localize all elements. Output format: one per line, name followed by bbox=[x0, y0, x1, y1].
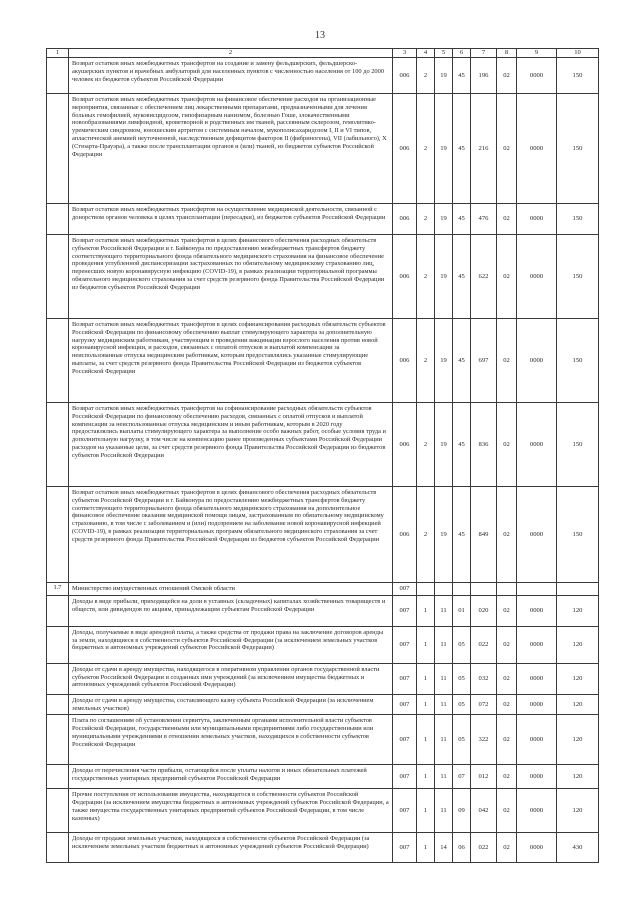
economic-code-cell: 150 bbox=[557, 235, 599, 319]
economic-code-cell: 150 bbox=[557, 94, 599, 204]
article-code-cell: 45 bbox=[453, 235, 471, 319]
revenue-description-cell: Возврат остатков иных межбюджетных трансфертов на финансовое обеспечение расходов на организационные мероприятия, связанные с обеспечением лиц лекарственными препаратами, предназначенными для лечения больных гемофилией, муковисцидозом, гипофизарным нанизмом, болезнью Гоше, злокачественными новообразованиями лимфоидной, кроветворной и родственных им тканей, рассеянным склерозом, гемолитико-уремическим синдромом, юношеским артритом с системным началом, мукополисахаридозом I, II и VI типов, апластической анемией неуточненной, наследственным дефицитом факторов II (фибриногена), VII (лабильного), X (Стюарта-Прауэра), а также после трансплантации органов и (или) тканей, из бюджетов субъектов Российской Федерации bbox=[69, 94, 393, 204]
section-number-cell bbox=[47, 595, 69, 626]
element-code-cell: 02 bbox=[497, 204, 517, 235]
subarticle-code-cell: 697 bbox=[471, 319, 497, 403]
subarticle-code-cell: 476 bbox=[471, 204, 497, 235]
admin-code-cell: 007 bbox=[393, 694, 417, 715]
article-code-cell: 05 bbox=[453, 715, 471, 765]
table-row bbox=[47, 403, 599, 487]
element-code-cell: 02 bbox=[497, 94, 517, 204]
article-code-cell: 01 bbox=[453, 595, 471, 626]
section-number-cell bbox=[47, 694, 69, 715]
group-code-cell: 1 bbox=[417, 663, 435, 694]
subgroup-code-cell: 11 bbox=[435, 694, 453, 715]
subgroup-code-cell: 11 bbox=[435, 626, 453, 663]
admin-code-cell: 007 bbox=[393, 715, 417, 765]
article-code-cell: 05 bbox=[453, 663, 471, 694]
section-number-cell bbox=[47, 833, 69, 863]
revenue-description-cell: Доходы в виде прибыли, приходящейся на доли в уставных (складочных) капиталах хозяйственных товариществ и обществ, или дивидендов по акциям, принадлежащим субъектам Российской Федерации bbox=[69, 595, 393, 626]
subgroup-code-cell: 11 bbox=[435, 715, 453, 765]
element-code-cell: 02 bbox=[497, 487, 517, 583]
element-code-cell: 02 bbox=[497, 694, 517, 715]
header-cell: 3 bbox=[393, 49, 417, 58]
economic-code-cell: 120 bbox=[557, 715, 599, 765]
program-code-cell: 0000 bbox=[517, 204, 557, 235]
table-row bbox=[47, 58, 599, 94]
admin-code-cell: 006 bbox=[393, 58, 417, 94]
subgroup-code-cell: 19 bbox=[435, 403, 453, 487]
subgroup-code-cell: 11 bbox=[435, 765, 453, 789]
header-cell: 10 bbox=[557, 49, 599, 58]
subarticle-code-cell: 022 bbox=[471, 833, 497, 863]
element-code-cell: 02 bbox=[497, 833, 517, 863]
admin-code-cell: 006 bbox=[393, 235, 417, 319]
group-code-cell: 1 bbox=[417, 765, 435, 789]
program-code-cell: 0000 bbox=[517, 715, 557, 765]
group-code-cell: 2 bbox=[417, 58, 435, 94]
revenue-description-cell: Возврат остатков иных межбюджетных трансфертов на создание и замену фельдшерских, фельдшерско-акушерских пунктов и врачебных амбулаторий для населенных пунктов с численностью населения от 100 до 2000 человек из бюджетов субъектов Российской Федерации bbox=[69, 58, 393, 94]
article-code-cell: 45 bbox=[453, 319, 471, 403]
subarticle-code-cell: 216 bbox=[471, 94, 497, 204]
article-code-cell: 06 bbox=[453, 833, 471, 863]
program-code-cell bbox=[517, 583, 557, 596]
revenue-description-cell: Возврат остатков иных межбюджетных трансфертов на софинансирование расходных обязательств субъектов Российской Федерации по финансовому обеспечению расходов, связанных с оплатой отпусков и выплатой компенсации за неиспользованные отпуска медицинским и иным работникам, которым в 2020 году предоставлялись выплаты стимулирующего характера за выполнение особо важных работ, особые условия труда и дополнительную нагрузку, в том числе на компенсацию ранее произведенных субъектами Российской Федерации расходов на указанные цели, за счет средств резервного фонда Правительства Российской Федерации из бюджетов субъектов Российской Федерации bbox=[69, 403, 393, 487]
economic-code-cell: 120 bbox=[557, 595, 599, 626]
economic-code-cell: 150 bbox=[557, 204, 599, 235]
economic-code-cell: 430 bbox=[557, 833, 599, 863]
table-row bbox=[47, 595, 599, 626]
economic-code-cell: 150 bbox=[557, 487, 599, 583]
subarticle-code-cell: 022 bbox=[471, 626, 497, 663]
revenue-description-cell: Плата по соглашениям об установлении сервитута, заключенным органами исполнительной власти субъектов Российской Федерации, государственными или муниципальными предприятиями либо государственными или муниципальными учреждениями в отношении земельных участков, находящихся в собственности субъектов Российской Федерации bbox=[69, 715, 393, 765]
program-code-cell: 0000 bbox=[517, 833, 557, 863]
article-code-cell: 05 bbox=[453, 694, 471, 715]
group-code-cell: 2 bbox=[417, 403, 435, 487]
subgroup-code-cell: 11 bbox=[435, 789, 453, 833]
article-code-cell: 07 bbox=[453, 765, 471, 789]
revenue-description-cell: Возврат остатков иных межбюджетных трансфертов в целях финансового обеспечения расходных обязательств субъектов Российской Федерации и г. Байконура по предоставлению межбюджетных трансфертов бюджету соответствующего территориального фонда обязательного медицинского страхования на дополнительное финансовое обеспечение оказания медицинской помощи лицам, застрахованным по обязательному медицинскому страхованию, в том числе с заболеванием и (или) подозрением на заболевание новой коронавирусной инфекцией (COVID-19), в рамках реализации территориальных программ обязательного медицинского страхования за счет средств резервного фонда Правительства Российской Федерации из бюджетов субъектов Российской Федерации bbox=[69, 487, 393, 583]
table-row bbox=[47, 626, 599, 663]
subgroup-code-cell: 11 bbox=[435, 595, 453, 626]
group-code-cell: 2 bbox=[417, 204, 435, 235]
program-code-cell: 0000 bbox=[517, 694, 557, 715]
page-number: 13 bbox=[315, 30, 325, 41]
program-code-cell: 0000 bbox=[517, 58, 557, 94]
economic-code-cell: 120 bbox=[557, 663, 599, 694]
subarticle-code-cell: 622 bbox=[471, 235, 497, 319]
group-code-cell: 2 bbox=[417, 94, 435, 204]
economic-code-cell: 120 bbox=[557, 765, 599, 789]
table-row bbox=[47, 765, 599, 789]
group-code-cell: 2 bbox=[417, 319, 435, 403]
article-code-cell: 45 bbox=[453, 94, 471, 204]
subarticle-code-cell: 020 bbox=[471, 595, 497, 626]
table-row bbox=[47, 715, 599, 765]
column-number-header-row bbox=[47, 49, 599, 58]
subgroup-code-cell: 19 bbox=[435, 94, 453, 204]
economic-code-cell: 150 bbox=[557, 403, 599, 487]
subgroup-code-cell: 19 bbox=[435, 204, 453, 235]
revenue-description-cell: Возврат остатков иных межбюджетных трансфертов на осуществление медицинской деятельности, связанной с донорством органов человека в целях трансплантации (пересадки), из бюджетов субъектов Российской Федерации bbox=[69, 204, 393, 235]
admin-code-cell: 007 bbox=[393, 833, 417, 863]
subarticle-code-cell: 196 bbox=[471, 58, 497, 94]
section-number-cell bbox=[47, 204, 69, 235]
element-code-cell: 02 bbox=[497, 789, 517, 833]
element-code-cell: 02 bbox=[497, 403, 517, 487]
subgroup-code-cell bbox=[435, 583, 453, 596]
revenue-description-cell: Министерство имущественных отношений Омской области bbox=[69, 583, 393, 596]
subarticle-code-cell: 072 bbox=[471, 694, 497, 715]
element-code-cell: 02 bbox=[497, 715, 517, 765]
table-row bbox=[47, 789, 599, 833]
program-code-cell: 0000 bbox=[517, 403, 557, 487]
section-number-cell bbox=[47, 789, 69, 833]
article-code-cell: 45 bbox=[453, 204, 471, 235]
group-code-cell: 1 bbox=[417, 694, 435, 715]
economic-code-cell: 120 bbox=[557, 626, 599, 663]
admin-code-cell: 007 bbox=[393, 583, 417, 596]
group-code-cell: 1 bbox=[417, 789, 435, 833]
subgroup-code-cell: 11 bbox=[435, 663, 453, 694]
revenue-description-cell: Возврат остатков иных межбюджетных трансфертов в целях софинансирования расходных обязательств субъектов Российской Федерации по финансовому обеспечению выплат стимулирующего характера за дополнительную нагрузку медицинским работникам, участвующим в проведении вакцинации взрослого населения против новой коронавирусной инфекции, и расходов, связанных с оплатой отпусков и выплатой компенсации за неиспользованные отпуска медицинским работникам, которым предоставлялись указанные стимулирующие выплаты, за счет средств резервного фонда Правительства Российской Федерации из бюджетов субъектов Российской Федерации bbox=[69, 319, 393, 403]
section-number-cell bbox=[47, 319, 69, 403]
group-code-cell: 2 bbox=[417, 235, 435, 319]
group-code-cell: 2 bbox=[417, 487, 435, 583]
subarticle-code-cell bbox=[471, 583, 497, 596]
group-code-cell bbox=[417, 583, 435, 596]
table-row bbox=[47, 833, 599, 863]
program-code-cell: 0000 bbox=[517, 595, 557, 626]
revenue-description-cell: Возврат остатков иных межбюджетных трансфертов в целях финансового обеспечения расходных обязательств субъектов Российской Федерации и г. Байконура по предоставлению межбюджетных трансфертов бюджету соответствующего территориального фонда обязательного медицинского страхования на финансовое обеспечение проведения углубленной диспансеризации застрахованных по обязательному медицинскому страхованию лиц, перенесших новую коронавирусную инфекцию (COVID-19), в рамках реализации территориальной программы обязательного медицинского страхования за счет средств резервного фонда Правительства Российской Федерации из бюджетов субъектов Российской Федерации bbox=[69, 235, 393, 319]
subarticle-code-cell: 836 bbox=[471, 403, 497, 487]
revenue-description-cell: Доходы от сдачи в аренду имущества, находящегося в оперативном управлении органов государственной власти субъектов Российской Федерации и созданных ими учреждений (за исключением имущества бюджетных и автономных учреждений субъектов Российской Федерации) bbox=[69, 663, 393, 694]
program-code-cell: 0000 bbox=[517, 626, 557, 663]
admin-code-cell: 006 bbox=[393, 319, 417, 403]
subgroup-code-cell: 19 bbox=[435, 235, 453, 319]
subarticle-code-cell: 032 bbox=[471, 663, 497, 694]
element-code-cell: 02 bbox=[497, 235, 517, 319]
admin-code-cell: 007 bbox=[393, 663, 417, 694]
revenue-description-cell: Прочие поступления от использования имущества, находящегося в собственности субъектов Российской Федерации (за исключением имущества бюджетных и автономных учреждений субъектов Российской Федерации, а также имущества государственных унитарных предприятий субъектов Российской Федерации, в том числе казенных) bbox=[69, 789, 393, 833]
section-number-cell: 1.7 bbox=[47, 583, 69, 596]
subgroup-code-cell: 14 bbox=[435, 833, 453, 863]
economic-code-cell: 120 bbox=[557, 694, 599, 715]
table-row bbox=[47, 694, 599, 715]
article-code-cell: 09 bbox=[453, 789, 471, 833]
table-row bbox=[47, 204, 599, 235]
article-code-cell: 45 bbox=[453, 487, 471, 583]
admin-code-cell: 007 bbox=[393, 789, 417, 833]
group-code-cell: 1 bbox=[417, 626, 435, 663]
section-number-cell bbox=[47, 715, 69, 765]
subarticle-code-cell: 849 bbox=[471, 487, 497, 583]
subarticle-code-cell: 012 bbox=[471, 765, 497, 789]
subarticle-code-cell: 042 bbox=[471, 789, 497, 833]
section-number-cell bbox=[47, 235, 69, 319]
revenue-description-cell: Доходы, получаемые в виде арендной платы, а также средства от продажи права на заключение договоров аренды за земли, находящиеся в собственности субъектов Российской Федерации (за исключением земельных участков бюджетных и автономных учреждений субъектов Российской Федерации) bbox=[69, 626, 393, 663]
article-code-cell bbox=[453, 583, 471, 596]
admin-code-cell: 007 bbox=[393, 595, 417, 626]
header-cell: 6 bbox=[453, 49, 471, 58]
header-cell: 8 bbox=[497, 49, 517, 58]
section-number-cell bbox=[47, 663, 69, 694]
subarticle-code-cell: 322 bbox=[471, 715, 497, 765]
element-code-cell: 02 bbox=[497, 58, 517, 94]
section-number-cell bbox=[47, 58, 69, 94]
article-code-cell: 05 bbox=[453, 626, 471, 663]
revenue-description-cell: Доходы от продажи земельных участков, находящихся в собственности субъектов Российской Федерации (за исключением земельных участков бюджетных и автономных учреждений субъектов Российской Федерации) bbox=[69, 833, 393, 863]
program-code-cell: 0000 bbox=[517, 663, 557, 694]
admin-code-cell: 007 bbox=[393, 765, 417, 789]
economic-code-cell: 120 bbox=[557, 789, 599, 833]
program-code-cell: 0000 bbox=[517, 789, 557, 833]
program-code-cell: 0000 bbox=[517, 319, 557, 403]
economic-code-cell: 150 bbox=[557, 319, 599, 403]
article-code-cell: 45 bbox=[453, 403, 471, 487]
group-code-cell: 1 bbox=[417, 833, 435, 863]
header-cell: 2 bbox=[69, 49, 393, 58]
section-number-cell bbox=[47, 487, 69, 583]
subgroup-code-cell: 19 bbox=[435, 487, 453, 583]
admin-code-cell: 006 bbox=[393, 204, 417, 235]
admin-code-cell: 007 bbox=[393, 626, 417, 663]
header-cell: 5 bbox=[435, 49, 453, 58]
header-cell: 4 bbox=[417, 49, 435, 58]
revenue-description-cell: Доходы от сдачи в аренду имущества, составляющего казну субъекта Российской Федерации (за исключением земельных участков) bbox=[69, 694, 393, 715]
revenue-description-cell: Доходы от перечисления части прибыли, остающейся после уплаты налогов и иных обязательных платежей государственных унитарных предприятий субъектов Российской Федерации bbox=[69, 765, 393, 789]
admin-code-cell: 006 bbox=[393, 487, 417, 583]
element-code-cell: 02 bbox=[497, 765, 517, 789]
table-row bbox=[47, 94, 599, 204]
program-code-cell: 0000 bbox=[517, 235, 557, 319]
element-code-cell bbox=[497, 583, 517, 596]
table-row bbox=[47, 319, 599, 403]
group-code-cell: 1 bbox=[417, 595, 435, 626]
program-code-cell: 0000 bbox=[517, 94, 557, 204]
element-code-cell: 02 bbox=[497, 626, 517, 663]
group-code-cell: 1 bbox=[417, 715, 435, 765]
admin-code-cell: 006 bbox=[393, 403, 417, 487]
economic-code-cell: 150 bbox=[557, 58, 599, 94]
section-number-cell bbox=[47, 626, 69, 663]
economic-code-cell bbox=[557, 583, 599, 596]
budget-codes-table bbox=[46, 48, 599, 863]
element-code-cell: 02 bbox=[497, 595, 517, 626]
element-code-cell: 02 bbox=[497, 319, 517, 403]
program-code-cell: 0000 bbox=[517, 487, 557, 583]
program-code-cell: 0000 bbox=[517, 765, 557, 789]
table-row bbox=[47, 235, 599, 319]
subgroup-code-cell: 19 bbox=[435, 319, 453, 403]
section-number-cell bbox=[47, 765, 69, 789]
admin-code-cell: 006 bbox=[393, 94, 417, 204]
section-number-cell bbox=[47, 94, 69, 204]
table-row bbox=[47, 583, 599, 596]
header-cell: 9 bbox=[517, 49, 557, 58]
article-code-cell: 45 bbox=[453, 58, 471, 94]
table-row bbox=[47, 487, 599, 583]
element-code-cell: 02 bbox=[497, 663, 517, 694]
section-number-cell bbox=[47, 403, 69, 487]
header-cell: 7 bbox=[471, 49, 497, 58]
subgroup-code-cell: 19 bbox=[435, 58, 453, 94]
table-row bbox=[47, 663, 599, 694]
header-cell: 1 bbox=[47, 49, 69, 58]
